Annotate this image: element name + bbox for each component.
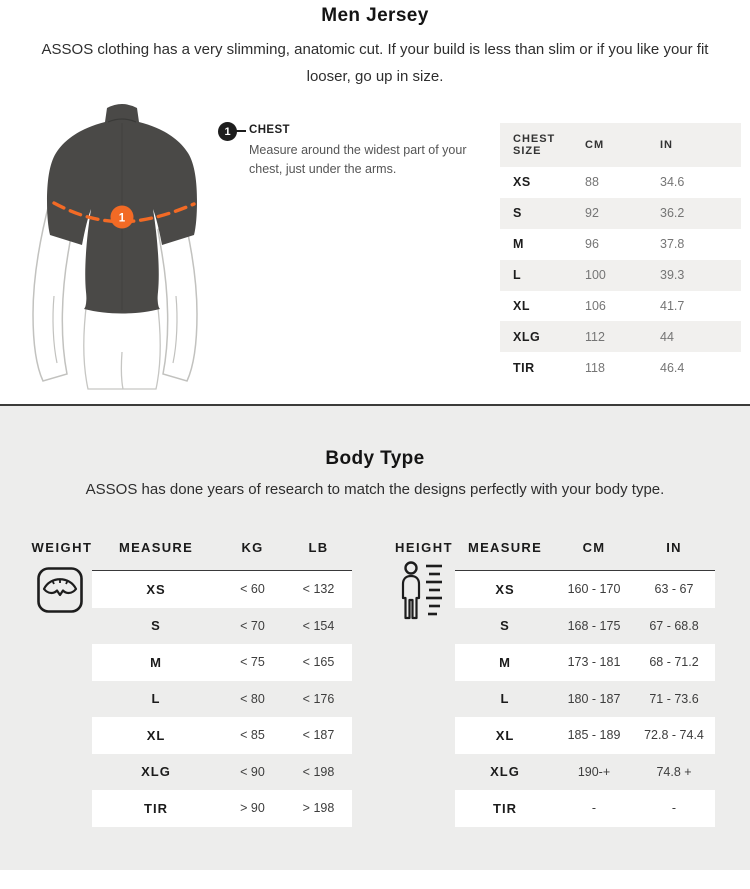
table-row: [500, 352, 741, 383]
table-row: [455, 644, 715, 681]
table-row: [500, 321, 741, 352]
in-column-header: IN: [660, 139, 673, 151]
table-row: [455, 571, 715, 608]
annotation-connector-line: [236, 130, 246, 132]
lb-column-header: LB: [308, 540, 329, 555]
value-cell: -: [671, 801, 677, 816]
page-title: Men Jersey: [321, 5, 429, 26]
in-column-header: IN: [666, 540, 682, 555]
height-table-header: [455, 540, 715, 555]
table-row: [455, 717, 715, 754]
value-cell: 37.8: [660, 237, 685, 252]
size-cell: XLG: [141, 764, 171, 780]
weight-table: [92, 570, 352, 827]
value-cell: 180 - 187: [567, 691, 621, 706]
measure-column-header: MEASURE: [467, 540, 543, 555]
value-cell: < 90: [240, 764, 265, 779]
size-cell: TIR: [493, 800, 517, 816]
measure-column-header: MEASURE: [118, 540, 194, 555]
value-cell: 74.8 +: [656, 764, 692, 779]
value-cell: -: [591, 801, 597, 816]
value-cell: 96: [585, 237, 599, 252]
size-cell: M: [150, 654, 162, 670]
value-cell: 173 - 181: [567, 655, 621, 670]
value-cell: 112: [585, 329, 605, 344]
weight-table-header: [92, 540, 352, 555]
value-cell: 63 - 67: [654, 582, 694, 597]
value-cell: 160 - 170: [567, 582, 621, 597]
table-row: [92, 790, 352, 827]
size-cell: XL: [513, 299, 530, 313]
value-cell: < 165: [302, 655, 335, 670]
size-cell: XL: [495, 727, 515, 743]
scale-icon: [36, 566, 84, 619]
cm-column-header: CM: [582, 540, 606, 555]
body-type-subtitle: ASSOS has done years of research to match the designs perfectly with your body type.: [85, 481, 665, 498]
height-group-label: HEIGHT: [394, 540, 454, 555]
value-cell: 118: [585, 360, 605, 375]
table-row: [92, 608, 352, 645]
value-cell: < 187: [302, 728, 335, 743]
value-cell: 36.2: [660, 206, 685, 221]
chest-size-column-header: CHEST SIZE: [513, 133, 556, 157]
value-cell: 71 - 73.6: [649, 691, 699, 706]
value-cell: 168 - 175: [567, 618, 621, 633]
value-cell: > 198: [302, 801, 335, 816]
men-jersey-section: [0, 0, 750, 404]
table-row: [92, 754, 352, 791]
value-cell: < 70: [240, 618, 265, 633]
value-cell: 88: [585, 175, 599, 190]
table-row: [500, 167, 741, 198]
value-cell: 92: [585, 206, 599, 221]
size-cell: XLG: [513, 329, 541, 344]
size-cell: S: [513, 206, 522, 221]
table-row: [455, 608, 715, 645]
chest-description: Measure around the widest part of your chest, just under the arms.: [249, 143, 467, 176]
value-cell: 44: [660, 329, 674, 344]
jersey-illustration: [10, 100, 220, 390]
table-row: [455, 681, 715, 718]
body-type-section: [0, 404, 750, 870]
table-row: [500, 291, 741, 322]
value-cell: < 85: [240, 728, 265, 743]
chest-label: CHEST: [249, 124, 290, 136]
value-cell: > 90: [240, 801, 265, 816]
chest-table-header: [500, 123, 741, 167]
size-cell: XS: [495, 581, 515, 597]
size-cell: L: [151, 691, 161, 707]
value-cell: < 75: [240, 655, 265, 670]
chest-annotation-number: 1: [218, 122, 237, 141]
value-cell: 100: [585, 268, 606, 283]
size-cell: S: [500, 618, 510, 634]
weight-group-label: WEIGHT: [31, 540, 93, 555]
size-cell: TIR: [513, 360, 535, 375]
table-row: [455, 790, 715, 827]
size-cell: S: [151, 618, 161, 634]
size-cell: L: [513, 268, 522, 283]
value-cell: < 80: [240, 691, 265, 706]
table-row: [92, 571, 352, 608]
chest-size-table: [500, 123, 741, 383]
table-row: [455, 754, 715, 791]
svg-text:1: 1: [118, 212, 126, 225]
value-cell: 72.8 - 74.4: [644, 728, 704, 743]
size-cell: M: [513, 237, 524, 252]
table-row: [500, 198, 741, 229]
table-row: [500, 260, 741, 291]
value-cell: 106: [585, 299, 606, 313]
table-row: [92, 681, 352, 718]
cm-column-header: CM: [585, 139, 605, 151]
table-row: [92, 644, 352, 681]
person-height-icon: [398, 559, 446, 632]
jersey-torso-graphic: [10, 100, 220, 390]
table-row: [92, 717, 352, 754]
kg-column-header: KG: [241, 540, 264, 555]
size-cell: XLG: [490, 764, 520, 780]
size-cell: XS: [146, 581, 166, 597]
table-row: [500, 229, 741, 260]
value-cell: 190-+: [577, 764, 611, 779]
value-cell: < 132: [302, 582, 335, 597]
value-cell: < 60: [240, 582, 265, 597]
value-cell: 34.6: [660, 175, 685, 190]
height-table: [455, 570, 715, 827]
value-cell: < 154: [302, 618, 335, 633]
value-cell: 41.7: [660, 299, 685, 313]
body-type-title: Body Type: [325, 448, 425, 469]
size-cell: L: [500, 691, 510, 707]
value-cell: 46.4: [660, 360, 685, 375]
value-cell: < 198: [302, 764, 335, 779]
value-cell: 68 - 71.2: [649, 655, 699, 670]
size-cell: M: [499, 654, 511, 670]
size-cell: TIR: [144, 800, 168, 816]
size-cell: XL: [146, 727, 166, 743]
value-cell: < 176: [302, 691, 335, 706]
value-cell: 67 - 68.8: [649, 618, 699, 633]
size-cell: XS: [513, 175, 531, 190]
chest-table-body: [500, 167, 741, 383]
value-cell: 39.3: [660, 268, 685, 283]
page-subtitle: ASSOS clothing has a very slimming, anatomic cut. If your build is less than slim or if you like your fit looser, go up in size.: [41, 41, 709, 85]
value-cell: 185 - 189: [567, 728, 621, 743]
